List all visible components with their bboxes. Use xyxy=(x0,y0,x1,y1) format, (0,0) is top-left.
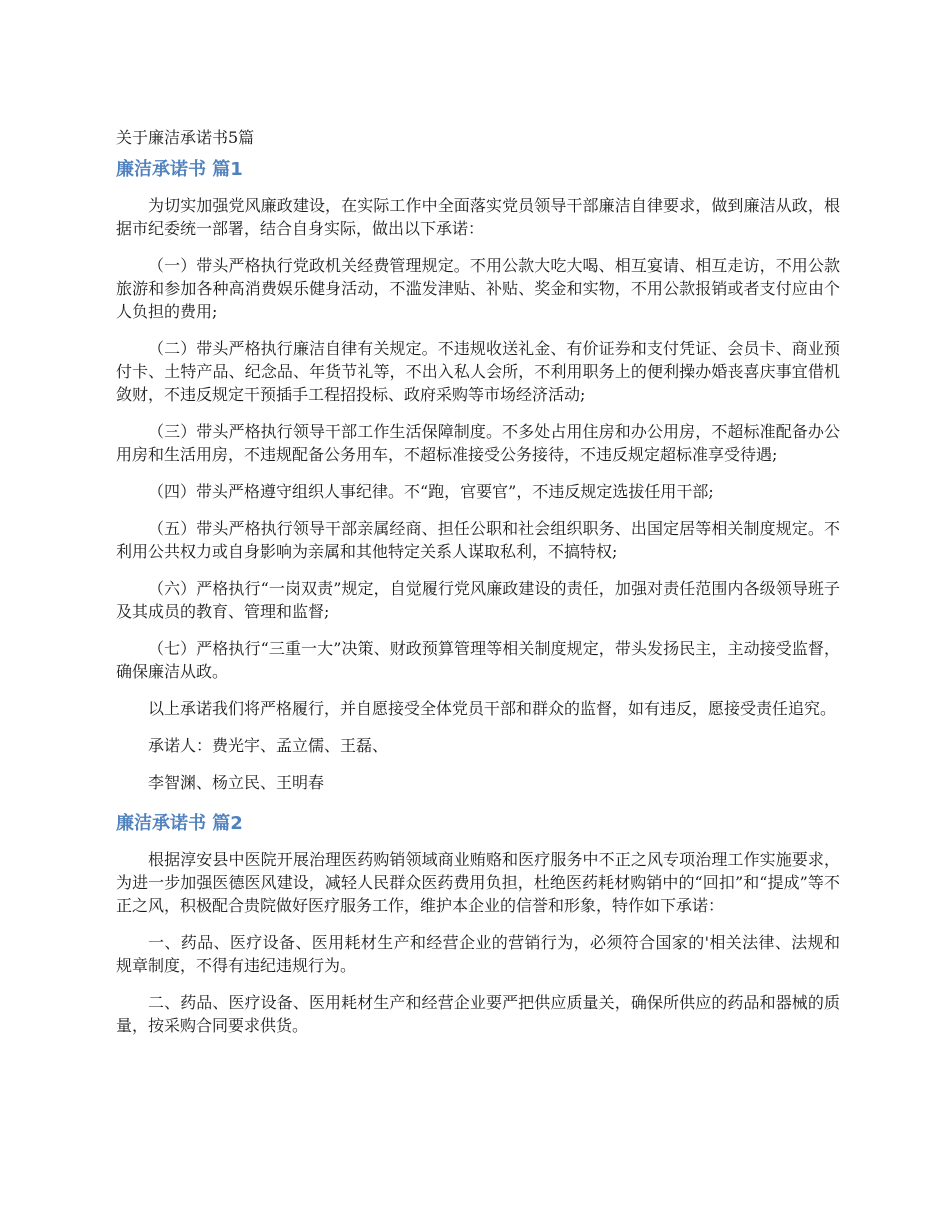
paragraph: （五）带头严格执行领导干部亲属经商、担任公职和社会组织职务、出国定居等相关制度规定。不利用公共权力或自身影响为亲属和其他特定关系人谋取私利，不搞特权; xyxy=(116,519,840,561)
signatories-line-1: 承诺人：费光宇、孟立儒、王磊、 xyxy=(148,736,389,755)
paragraph: （四）带头严格遵守组织人事纪律。不“跑，官要官”，不违反规定选拔任用干部; xyxy=(148,482,714,501)
paragraph: （一）带头严格执行党政机关经费管理规定。不用公款大吃大喝、相互宴请、相互走访，不用公款旅游和参加各种高消费娱乐健身活动，不滥发津贴、补贴、奖金和实物，不用公款报销或者支付应由个人负担的费用; xyxy=(116,256,840,321)
paragraph: （七）严格执行“三重一大”决策、财政预算管理等相关制度规定，带头发扬民主，主动接受监督，确保廉洁从政。 xyxy=(116,639,840,681)
paragraph: 为切实加强党风廉政建设，在实际工作中全面落实党员领导干部廉洁自律要求，做到廉洁从政，根据市纪委统一部署，结合自身实际，做出以下承诺： xyxy=(116,196,840,238)
paragraph: 二、药品、医疗设备、医用耗材生产和经营企业要严把供应质量关，确保所供应的药品和器械的质量，按采购合同要求供货。 xyxy=(116,993,840,1035)
document-page xyxy=(116,128,840,1051)
paragraph: 以上承诺我们将严格履行，并自愿接受全体党员干部和群众的监督，如有违反，愿接受责任追究。 xyxy=(148,699,837,718)
signatories-line-2: 李智渊、杨立民、王明春 xyxy=(148,773,325,792)
section-heading: 廉洁承诺书 篇1 xyxy=(116,159,243,180)
section-2 xyxy=(116,812,840,1037)
paragraph: （六）严格执行“一岗双责”规定，自觉履行党风廉政建设的责任，加强对责任范围内各级领导班子及其成员的教育、管理和监督; xyxy=(116,579,840,621)
section-1 xyxy=(116,158,840,794)
paragraph: （二）带头严格执行廉洁自律有关规定。不违规收送礼金、有价证券和支付凭证、会员卡、商业预付卡、土特产品、纪念品、年货节礼等，不出入私人会所，不利用职务上的便利操办婚丧喜庆事宜借机敛财，不违反规定干预插手工程招投标、政府采购等市场经济活动; xyxy=(116,339,840,404)
paragraph: 一、药品、医疗设备、医用耗材生产和经营企业的营销行为，必须符合国家的'相关法律、法规和规章制度，不得有违纪违规行为。 xyxy=(116,933,840,975)
paragraph: 根据淳安县中医院开展治理医药购销领域商业贿赂和医疗服务中不正之风专项治理工作实施要求，为进一步加强医德医风建设，减轻人民群众医药费用负担，杜绝医药耗材购销中的“回扣”和“提成”等不正之风，积极配合贵院做好医疗服务工作，维护本企业的信誉和形象，特作如下承诺： xyxy=(116,850,840,915)
section-heading: 廉洁承诺书 篇2 xyxy=(116,813,243,834)
paragraph: （三）带头严格执行领导干部工作生活保障制度。不多处占用住房和办公用房，不超标准配备办公用房和生活用房，不违规配备公务用车，不超标准接受公务接待，不违反规定超标准享受待遇; xyxy=(116,422,840,464)
document-title: 关于廉洁承诺书5篇 xyxy=(116,128,255,147)
